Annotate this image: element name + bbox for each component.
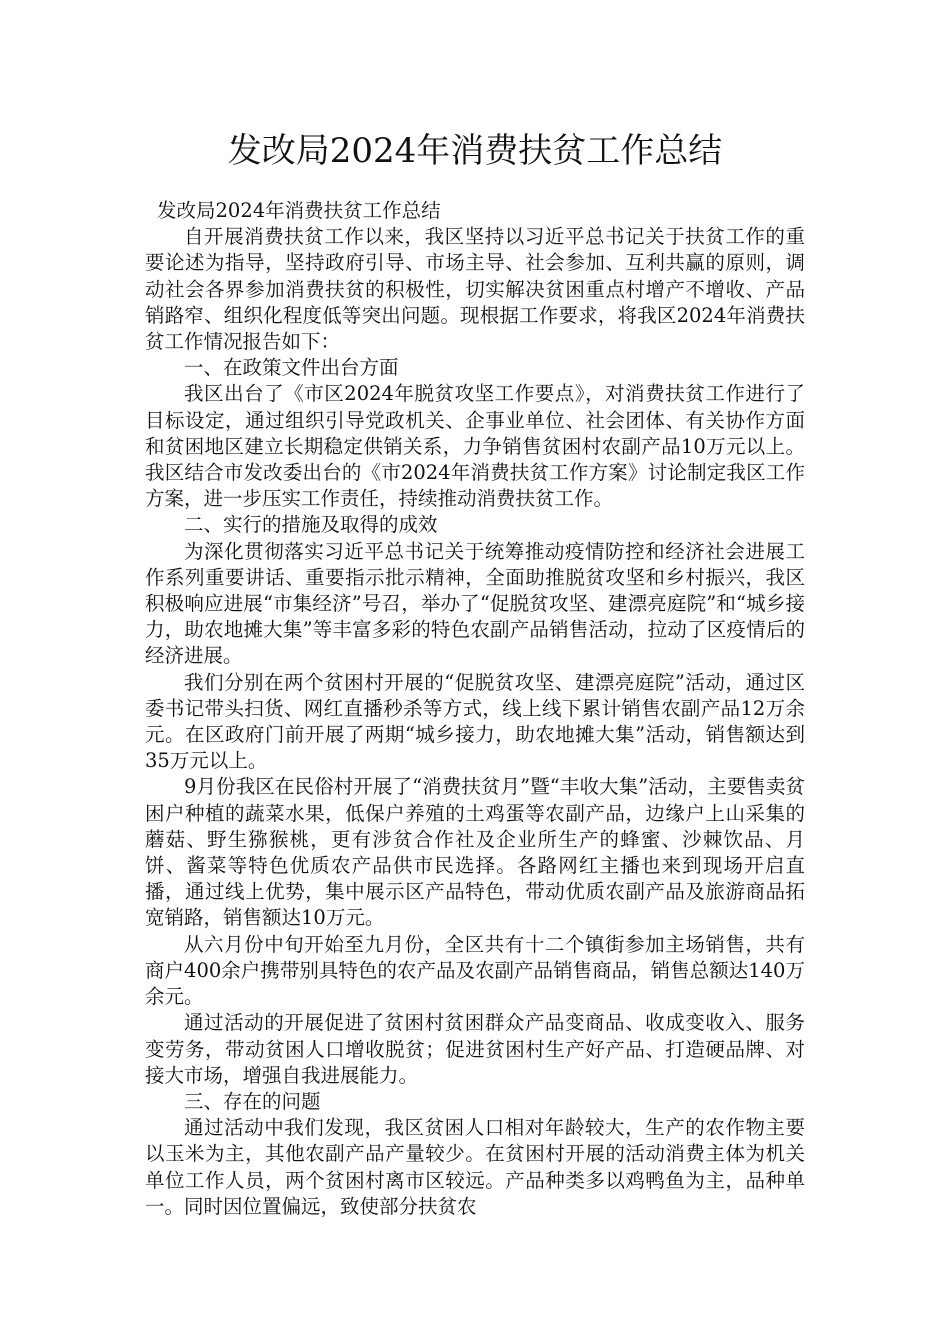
document-title: 发改局2024年消费扶贫工作总结 <box>227 131 723 171</box>
section-heading-policy: 一、在政策文件出台方面 <box>184 356 399 380</box>
paragraph-measures-5: 通过活动的开展促进了贫困村贫困群众产品变商品、收成变收入、服务变劳务，带动贫困人口增收脱贫；促进贫困村生产好产品、打造硬品牌、对接大市场，增强自我进展能力。 <box>145 1011 805 1087</box>
paragraph-measures-3: 9月份我区在民俗村开展了“消费扶贫月”暨“丰收大集”活动，主要售卖贫困户种植的蔬菜水果，低保户养殖的土鸡蛋等农副产品，边缘户上山采集的蘑菇、野生猕猴桃，更有涉贫合作社及企业所生产的蜂蜜、沙棘饮品、月饼、酱菜等特色优质农产品供市民选择。各路网红主播也来到现场开启直播，通过线上优势，集中展示区产品特色，带动优质农副产品及旅游商品拓宽销路，销售额达10万元。 <box>145 775 805 930</box>
document-body <box>145 198 805 1220</box>
document-subtitle: 发改局2024年消费扶贫工作总结 <box>157 199 441 222</box>
section-heading-problems: 三、存在的问题 <box>184 1089 321 1113</box>
section-heading-measures: 二、实行的措施及取得的成效 <box>184 513 438 537</box>
paragraph-measures-1: 为深化贯彻落实习近平总书记关于统筹推动疫情防控和经济社会进展工作系列重要讲话、重要指示批示精神，全面助推脱贫攻坚和乡村振兴，我区积极响应进展“市集经济”号召，举办了“促脱贫攻坚、建漂亮庭院”和“城乡接力，助农地摊大集”等丰富多彩的特色农副产品销售活动，拉动了区疫情后的经济进展。 <box>145 539 805 668</box>
paragraph-policy: 我区出台了《市区2024年脱贫攻坚工作要点》，对消费扶贫工作进行了目标设定，通过组织引导党政机关、企事业单位、社会团体、有关协作方面和贫困地区建立长期稳定供销关系，力争销售贫困村农副产品10万元以上。我区结合市发改委出台的《市2024年消费扶贫工作方案》讨论制定我区工作方案，进一步压实工作责任，持续推动消费扶贫工作。 <box>145 382 805 511</box>
paragraph-measures-4: 从六月份中旬开始至九月份，全区共有十二个镇街参加主场销售，共有商户400余户携带别具特色的农产品及农副产品销售商品，销售总额达140万余元。 <box>145 932 805 1009</box>
paragraph-measures-2: 我们分别在两个贫困村开展的“促脱贫攻坚、建漂亮庭院”活动，通过区委书记带头扫货、网红直播秒杀等方式，线上线下累计销售农副产品12万余元。在区政府门前开展了两期“城乡接力，助农地摊大集”活动，销售额达到35万元以上。 <box>145 670 805 773</box>
paragraph-problems: 通过活动中我们发现，我区贫困人口相对年龄较大，生产的农作物主要以玉米为主，其他农副产品产量较少。在贫困村开展的活动消费主体为机关单位工作人员，两个贫困村离市区较远。产品种类多以鸡鸭鱼为主，品种单一。同时因位置偏远，致使部分扶贫农 <box>145 1116 805 1218</box>
paragraph-intro: 自开展消费扶贫工作以来，我区坚持以习近平总书记关于扶贫工作的重要论述为指导，坚持政府引导、市场主导、社会参加、互利共赢的原则，调动社会各界参加消费扶贫的积极性，切实解决贫困重点村增产不增收、产品销路窄、组织化程度低等突出问题。现根据工作要求，将我区2024年消费扶贫工作情况报告如下： <box>145 225 805 354</box>
